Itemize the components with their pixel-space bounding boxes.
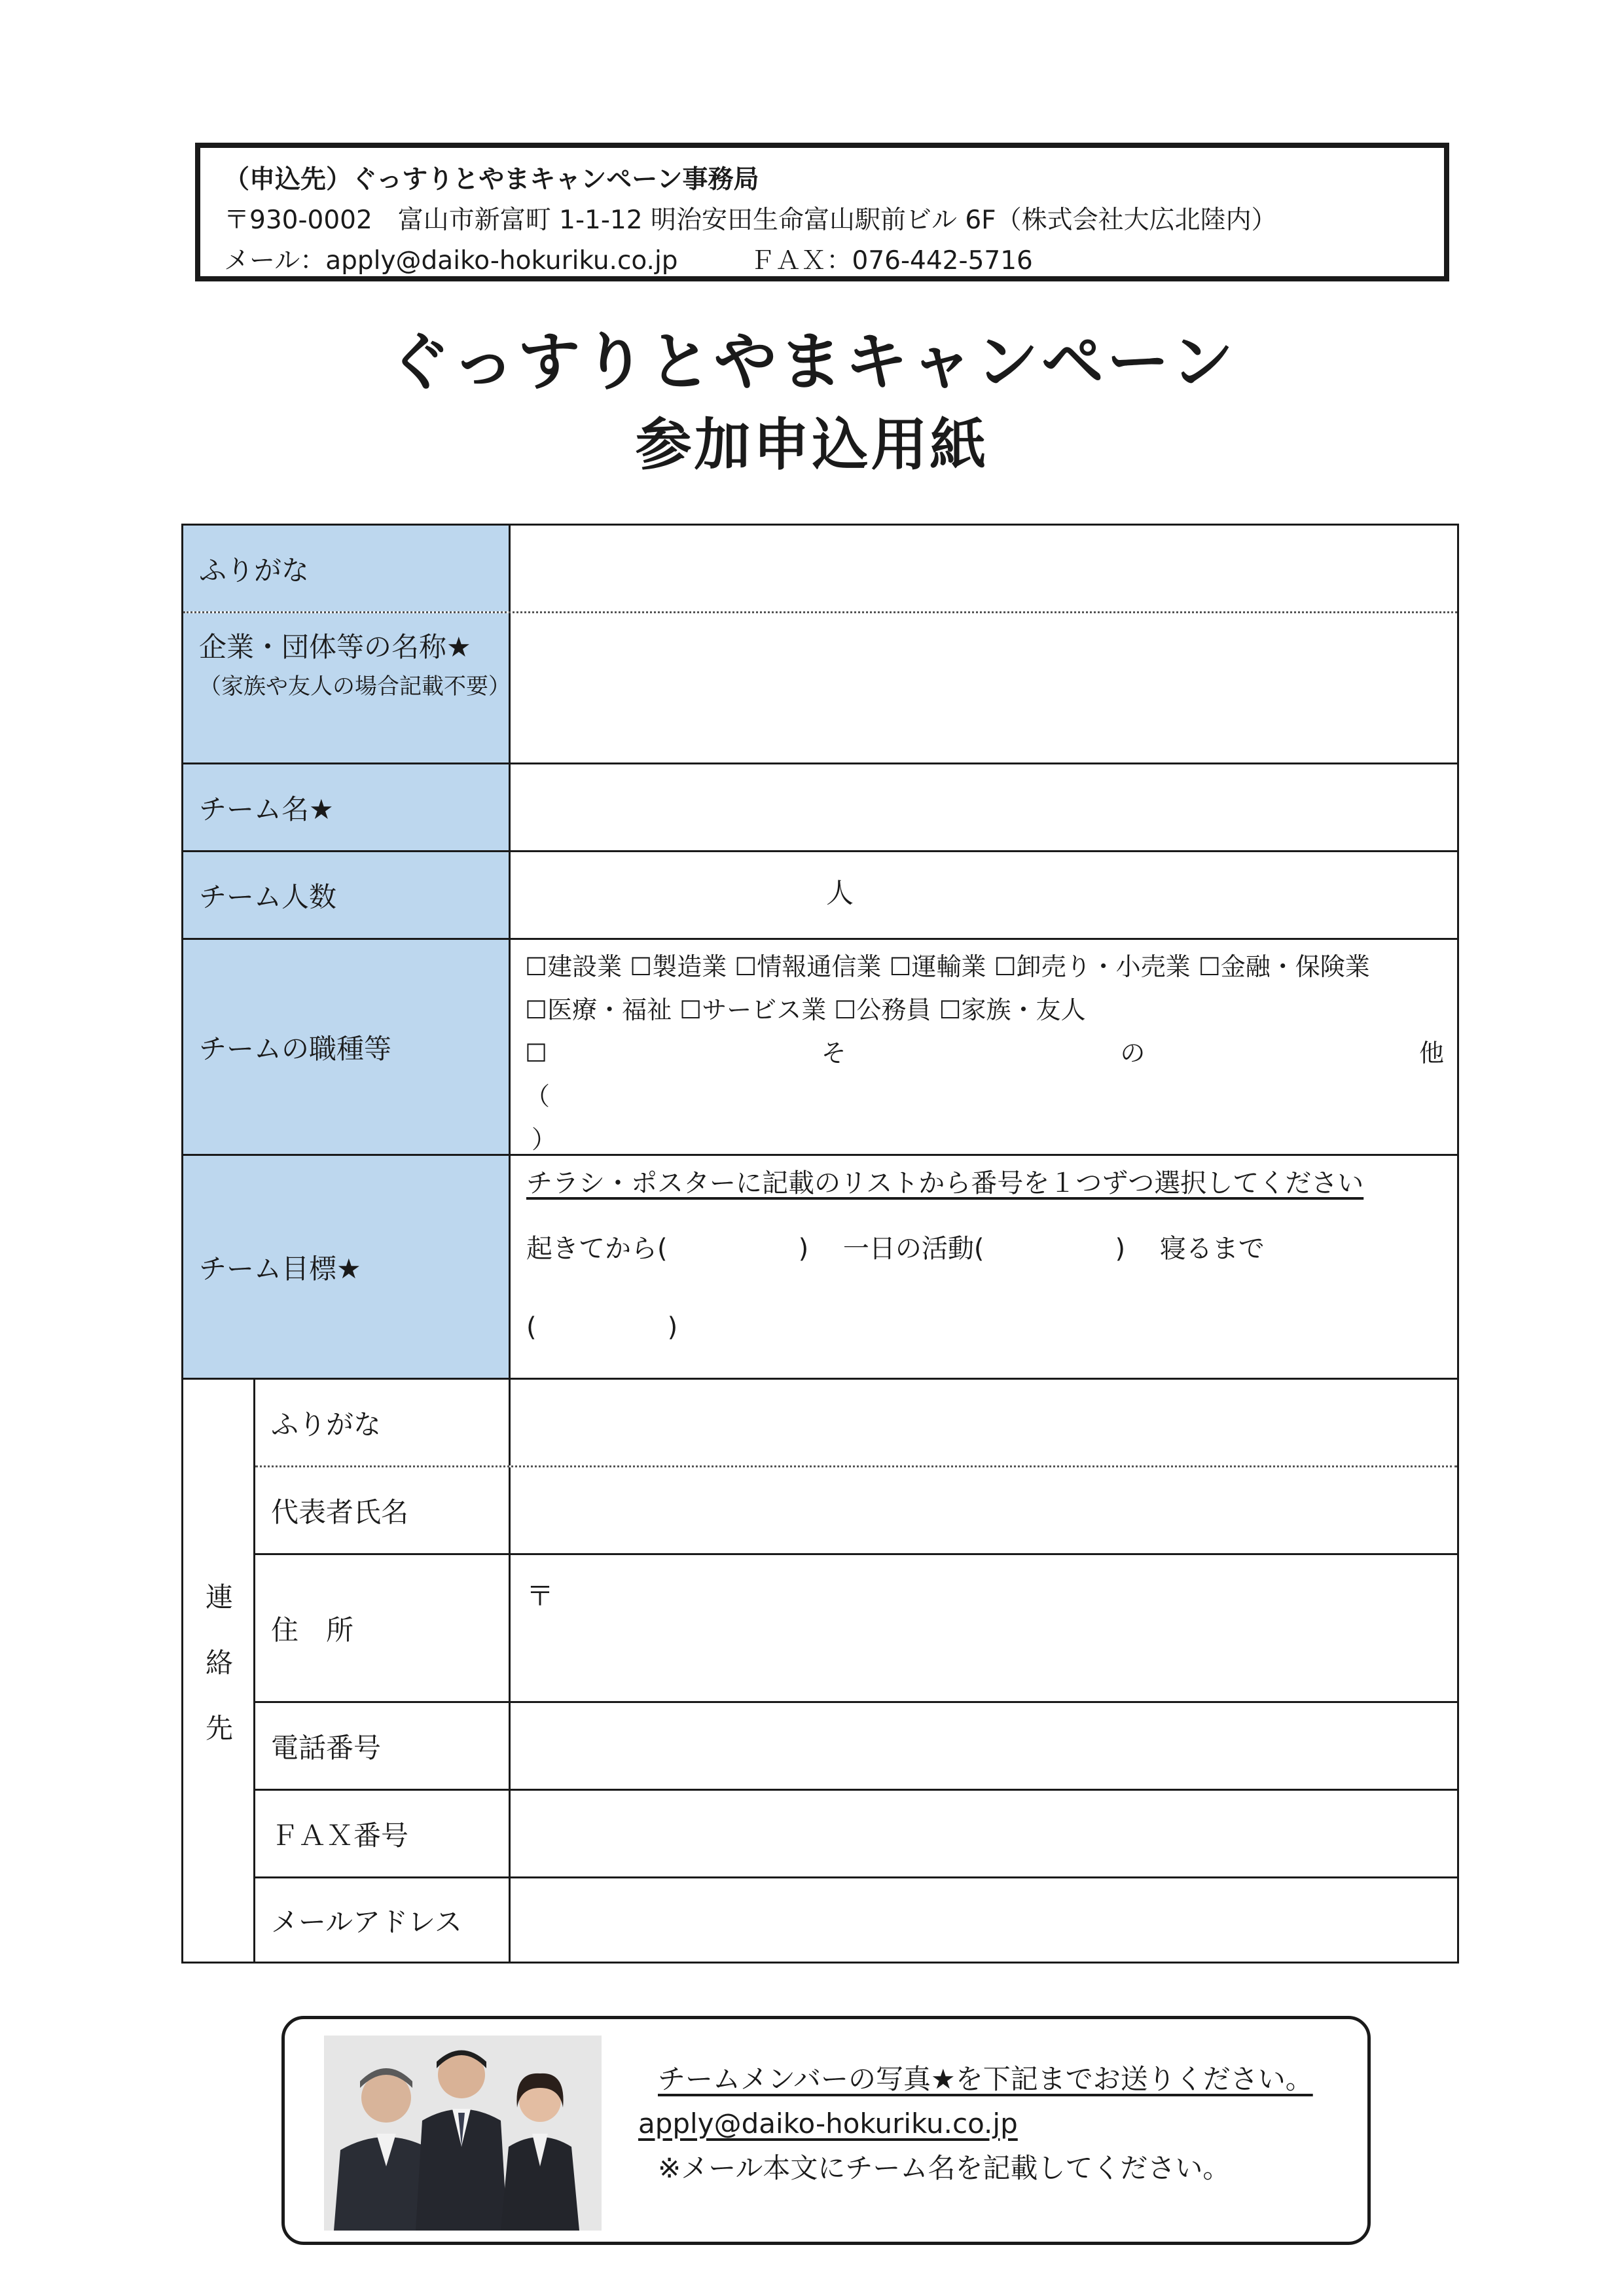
photo-instruction-box (281, 2016, 1371, 2245)
row-team-name (183, 764, 1457, 852)
contact-section-label (183, 1380, 255, 1962)
photo-email-link[interactable]: apply@daiko-hokuriku.co.jp (638, 2108, 1018, 2140)
team-photo-image (324, 2036, 602, 2231)
team-count-unit: 人 (826, 877, 854, 909)
contact-side-char-3: 先 (205, 1712, 233, 1744)
postal-mark: 〒 (526, 1580, 554, 1612)
goal-instruction: チラシ・ポスターに記載のリストから番号を１つずつ選択してください (526, 1168, 1364, 1198)
input-email[interactable] (511, 1878, 1457, 1962)
team-people-illustration (324, 2036, 602, 2231)
job-other-char-2: の (1120, 1039, 1146, 1067)
application-form (181, 524, 1459, 1964)
row-team-goal (183, 1156, 1457, 1380)
row-address (255, 1555, 1457, 1703)
row-furigana (183, 526, 1457, 613)
row-contact-furigana (255, 1380, 1457, 1467)
contact-address-box (195, 143, 1449, 281)
label-phone: 電話番号 (255, 1703, 511, 1789)
photo-instruction-line1: チームメンバーの写真★を下記までお送りください。 (658, 2063, 1313, 2095)
page-subtitle: 参加申込用紙 (635, 412, 989, 478)
job-other-checkbox[interactable]: ☐ (525, 1039, 548, 1067)
input-address[interactable] (511, 1555, 1457, 1701)
team-goal-fields[interactable] (511, 1156, 1457, 1378)
job-other-char-1: そ (821, 1039, 846, 1067)
row-team-count (183, 852, 1457, 940)
input-rep-name[interactable] (511, 1467, 1457, 1553)
label-rep-name: 代表者氏名 (255, 1467, 511, 1553)
contact-side-char-2: 絡 (205, 1647, 233, 1679)
job-other-paren-open: （ (525, 1082, 550, 1111)
input-phone[interactable] (511, 1703, 1457, 1789)
input-team-name[interactable] (511, 764, 1457, 850)
input-organization[interactable] (511, 613, 1457, 762)
label-organization-note: （家族や友人の場合記載不要） (199, 673, 511, 700)
row-rep-name (255, 1467, 1457, 1555)
job-other-char-3: 他 (1418, 1039, 1444, 1067)
job-option-other[interactable] (525, 1031, 1457, 1075)
job-type-options[interactable] (511, 940, 1457, 1154)
job-other-paren-close: ） (532, 1125, 557, 1154)
address-mail-fax (224, 241, 1424, 281)
label-job-type: チームの職種等 (183, 940, 511, 1154)
label-team-goal: チーム目標★ (183, 1156, 511, 1378)
label-team-name: チーム名★ (183, 764, 511, 850)
row-organization (183, 613, 1457, 764)
row-job-type (183, 940, 1457, 1156)
contact-side-char-1: 連 (205, 1581, 233, 1613)
label-organization (183, 613, 511, 762)
label-email: メールアドレス (255, 1878, 511, 1962)
address-heading: （申込先）ぐっすりとやまキャンペーン事務局 (224, 165, 759, 194)
label-organization-main: 企業・団体等の名称★ (199, 631, 471, 663)
job-options-line1[interactable]: ☐建設業 ☐製造業 ☐情報通信業 ☐運輸業 ☐卸売り・小売業 ☐金融・保険業 (525, 952, 1370, 981)
label-contact-furigana: ふりがな (255, 1380, 511, 1465)
address-fax: ＦＡＸ：076-442-5716 (749, 246, 1033, 276)
input-fax[interactable] (511, 1791, 1457, 1876)
label-address: 住 所 (255, 1555, 511, 1701)
page-title: ぐっすりとやまキャンペーン (388, 325, 1236, 399)
label-furigana: ふりがな (183, 526, 511, 611)
input-team-count[interactable] (511, 852, 1457, 938)
input-furigana[interactable] (511, 526, 1457, 611)
row-fax (255, 1791, 1457, 1878)
goal-bedtime-field[interactable]: ( ) (526, 1312, 678, 1342)
label-team-count: チーム人数 (183, 852, 511, 938)
address-postal: 〒930-0002 富山市新富町 1-1-12 明治安田生命富山駅前ビル 6F（株式会社大広北陸内） (224, 206, 1277, 235)
photo-instruction-note: ※メール本文にチーム名を記載してください。 (658, 2152, 1231, 2184)
address-mail: メール：apply@daiko-hokuriku.co.jp (224, 246, 678, 276)
input-contact-furigana[interactable] (511, 1380, 1457, 1465)
row-phone (255, 1703, 1457, 1791)
row-email (255, 1878, 1457, 1962)
photo-instructions (638, 2057, 1313, 2191)
label-fax: ＦＡＸ番号 (255, 1791, 511, 1876)
goal-wake-day-fields[interactable]: 起きてから( ) 一日の活動( ) 寝るまで (526, 1234, 1265, 1264)
job-options-line2[interactable]: ☐医療・福祉 ☐サービス業 ☐公務員 ☐家族・友人 (525, 996, 1086, 1024)
